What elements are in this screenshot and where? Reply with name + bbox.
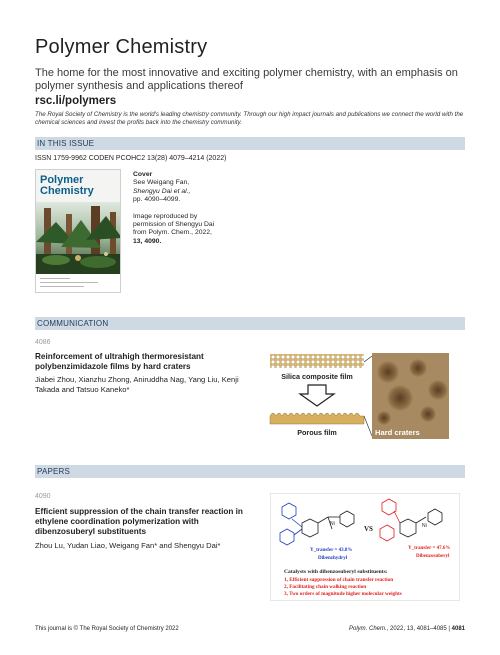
svg-text:Ni: Ni bbox=[422, 523, 427, 529]
footer-copyright: This journal is © The Royal Society of Chemistry 2022 bbox=[35, 626, 179, 632]
image-credit-line: from Polym. Chem., 2022, bbox=[133, 229, 212, 237]
footer-page-number: 4081 bbox=[451, 626, 465, 632]
graphic-label-silica: Silica composite film bbox=[281, 372, 353, 381]
article-title[interactable]: Efficient suppression of the chain transfer reaction in ethylene coordination polymerization with dibenzosuberyl substituents bbox=[35, 507, 243, 536]
cover-ref-line: pp. 4090–4099. bbox=[133, 196, 181, 204]
cover-ref-line: See Weigang Fan, bbox=[133, 179, 190, 187]
versus-label: VS bbox=[364, 525, 373, 533]
footer-citation: Polym. Chem., 2022, 13, 4081–4085 | 4081 bbox=[348, 626, 465, 632]
article-authors: Zhou Lu, Yudan Liao, Weigang Fan* and Shengyu Dai* bbox=[35, 541, 221, 550]
callout-line bbox=[364, 416, 372, 436]
graphic-list-item: 3, Two orders of magnitude higher molecular weights bbox=[284, 591, 402, 597]
footer-journal-abbrev: Polym. Chem. bbox=[348, 626, 387, 632]
article-page-number: 4086 bbox=[35, 339, 51, 346]
cover-footer-line bbox=[40, 278, 70, 279]
article-page-number: 4090 bbox=[35, 493, 51, 500]
cover-heading: Cover bbox=[133, 171, 153, 178]
right-structure-name: Dibenzosuberyl bbox=[416, 554, 450, 559]
arrow-down-icon bbox=[300, 385, 334, 406]
cover-title-line1: Polymer bbox=[40, 174, 84, 186]
cover-title bbox=[40, 175, 94, 197]
section-bar-communication: COMMUNICATION bbox=[35, 317, 465, 330]
section-bar-papers: PAPERS bbox=[35, 465, 465, 478]
porous-film-graphic bbox=[270, 413, 364, 424]
article-authors: Jiabei Zhou, Xianzhu Zhong, Aniruddha Nag, Yang Liu, Kenji Takada and Tatsuo Kaneko* bbox=[35, 375, 239, 394]
right-yield-label: Y_transfer = 47.6% bbox=[408, 546, 451, 551]
cover-forest-illustration bbox=[36, 202, 121, 274]
footer-volume-pages: , 2022, 13, 4081–4085 bbox=[386, 626, 447, 632]
cover-footer bbox=[36, 274, 121, 293]
image-credit-line: 13, 4090. bbox=[133, 237, 162, 245]
svg-text:Ni: Ni bbox=[330, 521, 335, 527]
cover-footer-line bbox=[40, 286, 84, 287]
article-title[interactable]: Reinforcement of ultrahigh thermoresistant polybenzimidazole films by hard craters bbox=[35, 352, 204, 371]
left-yield-label: Y_transfer = 43.8% bbox=[310, 548, 353, 553]
journal-tagline: The home for the most innovative and exciting polymer chemistry, with an emphasis on polymer synthesis and applications thereof bbox=[35, 67, 458, 92]
cover-image[interactable] bbox=[35, 169, 121, 293]
section-bar-in-this-issue: IN THIS ISSUE bbox=[35, 137, 465, 150]
graphic-label-porous: Porous film bbox=[297, 428, 337, 437]
graphic-label-hard-craters: Hard craters bbox=[375, 428, 420, 437]
graphic-list-heading: Catalysts with dibenzosuberyl substituents: bbox=[284, 569, 388, 575]
cover-ref-line: Shengyu Dai et al., bbox=[133, 187, 191, 195]
silica-film-graphic bbox=[270, 354, 364, 368]
cover-caption bbox=[133, 171, 253, 246]
cover-footer-line bbox=[40, 282, 98, 283]
communication-toc-graphic bbox=[268, 352, 450, 440]
callout-line bbox=[364, 356, 372, 362]
graphic-list-item: 1, Efficient suppression of chain transfer reaction bbox=[284, 577, 394, 583]
papers-toc-graphic bbox=[270, 493, 460, 601]
left-structure-name: Dibenzhydryl bbox=[318, 556, 348, 561]
cover-title-line2: Chemistry bbox=[40, 185, 94, 197]
image-credit-line: permission of Shengyu Dai bbox=[133, 221, 215, 229]
journal-title: Polymer Chemistry bbox=[35, 36, 208, 58]
issn-line: ISSN 1759-9962 CODEN PCOHC2 13(28) 4079–4214 (2022) bbox=[35, 155, 227, 162]
graphic-list-item: 2, Facilitating chain walking reaction bbox=[284, 584, 367, 590]
journal-url[interactable]: rsc.li/polymers bbox=[35, 95, 117, 107]
rsc-blurb: The Royal Society of Chemistry is the world's leading chemistry community. Through our high impact journals and publications we connect the world with the chemical sciences and invest the profits back into the chemistry community. bbox=[35, 111, 464, 126]
image-credit-line: Image reproduced by bbox=[133, 212, 198, 220]
